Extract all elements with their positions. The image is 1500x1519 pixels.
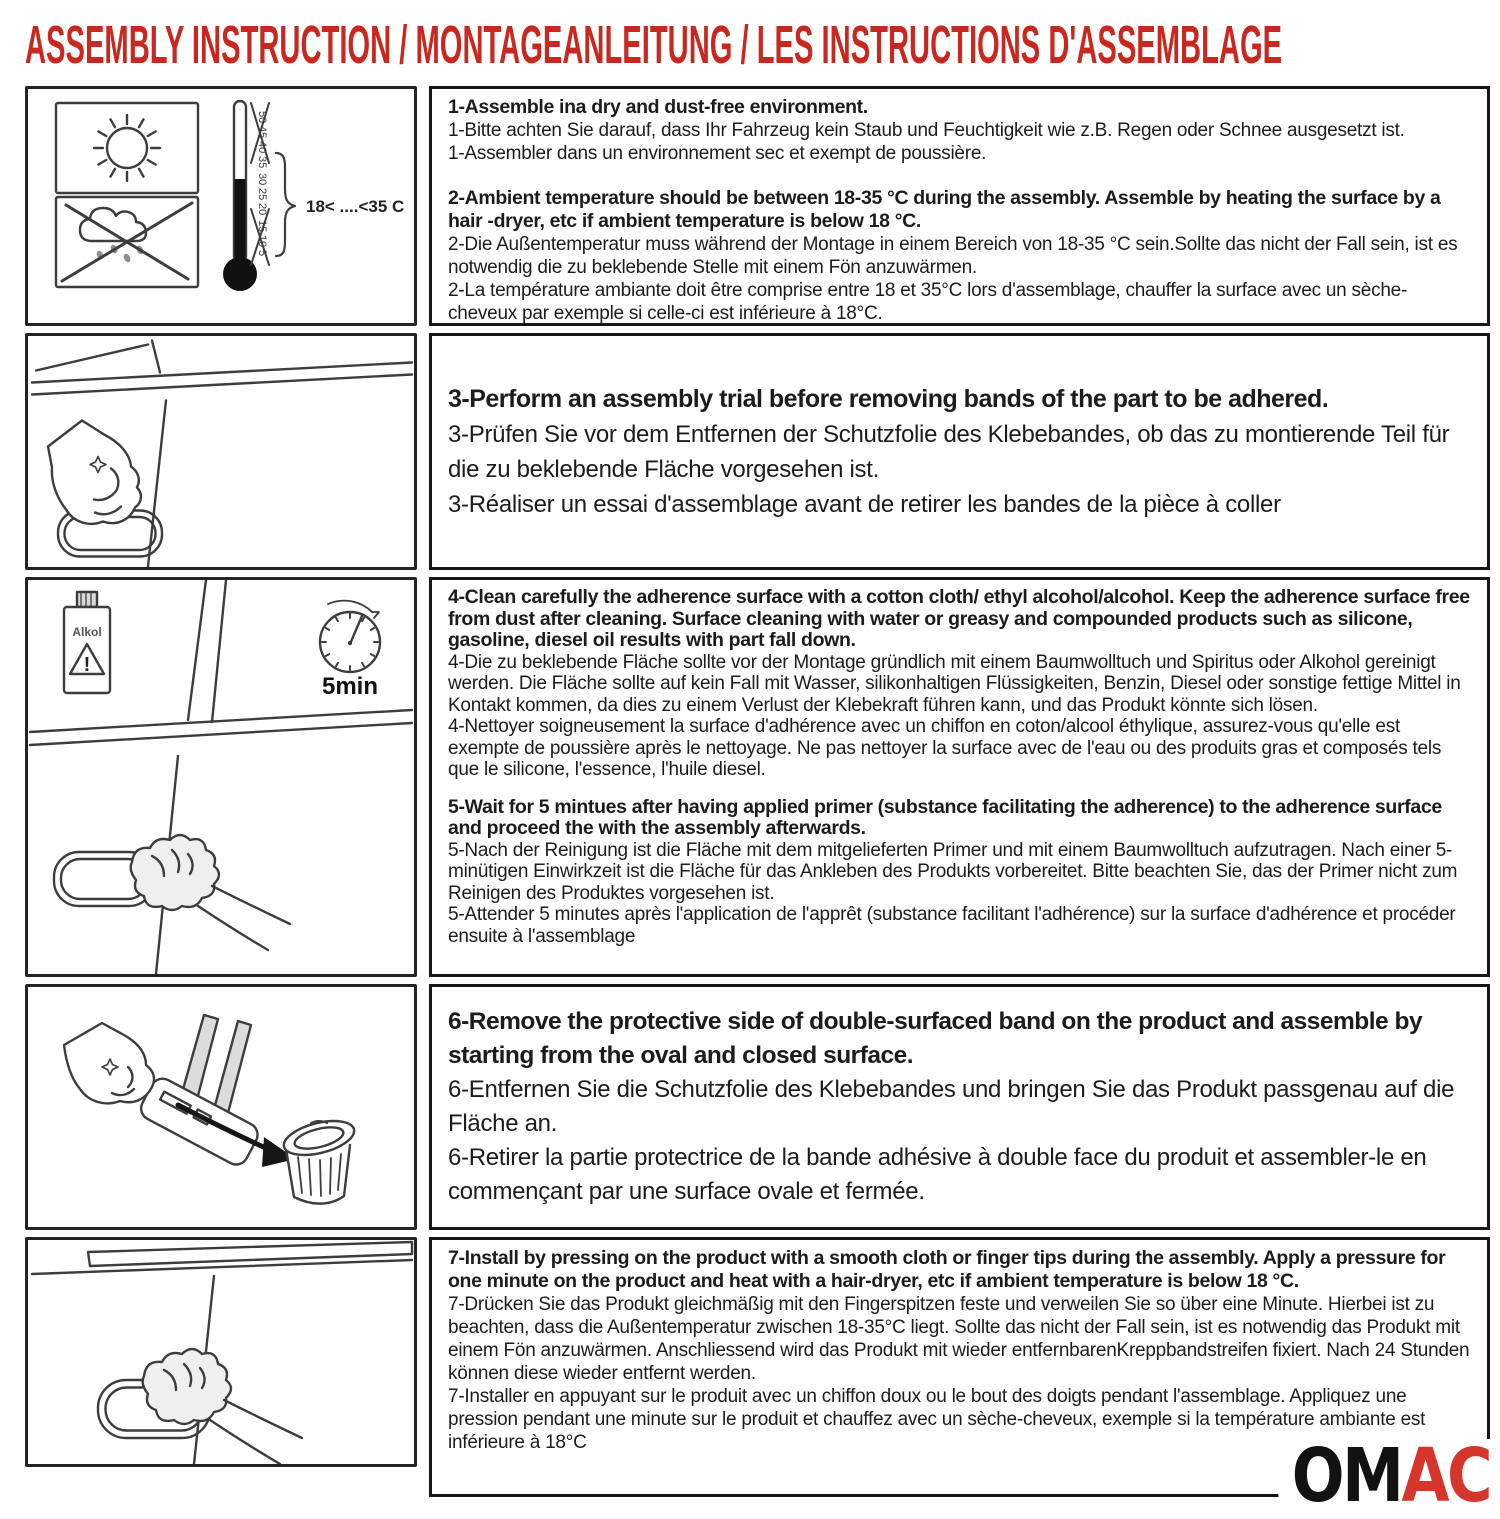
range-brace — [276, 153, 295, 256]
illustration-environment — [25, 86, 417, 326]
panel-5-text — [429, 1237, 1490, 1519]
svg-text:!: ! — [83, 654, 91, 676]
step-7-en: 7-Install by pressing on the product with a smooth cloth or finger tips during the assembly. Apply a pressure for one minute on the product and heat with a hair-dryer, etc if ambient temperature is below 18 °C. — [448, 1247, 1446, 1292]
cleaning-drawing — [28, 580, 414, 974]
hand-icon — [48, 421, 141, 524]
step-3-fr: 3-Réaliser un essai d'assemblage avant de retirer les bandes de la pièce à coller — [448, 490, 1281, 518]
clock-label: 5min — [321, 673, 379, 700]
svg-text:20: 20 — [256, 203, 268, 216]
illustration-peel-band — [25, 984, 417, 1230]
illustration-trial — [25, 333, 417, 570]
omac-logo-red: AC — [1401, 1433, 1490, 1519]
step-2-en: 2-Ambient temperature should be between 18-35 °C during the assembly. Assemble by heating the surface by a hair -dryer, etc if ambient temperature is below 18 °C. — [448, 187, 1441, 232]
hand-with-cloth-icon — [143, 1349, 302, 1464]
car-door-lines — [32, 1242, 412, 1464]
illustration-cleaning — [25, 577, 417, 977]
page-title: ASSEMBLY INSTRUCTION / MONTAGEANLEITUNG / LES INSTRUCTIONS D'ASSEMBLAGE — [25, 15, 1283, 75]
omac-logo — [1278, 1433, 1490, 1519]
step-6-en: 6-Remove the protective side of double-surfaced band on the product and assemble by starting from the oval and closed surface. — [448, 1008, 1423, 1069]
illustration-press — [25, 1237, 417, 1467]
instruction-panel-5 — [25, 1237, 1490, 1519]
instruction-panel-3 — [25, 577, 1490, 977]
step-1-en: 1-Assemble ina dry and dust-free environment. — [448, 96, 868, 118]
step-5-fr: 5-Attender 5 minutes après l'application de l'apprêt (substance facilitant l'adhérence) sur la surface d'adhérence et procéder ensuite à l'assemblage — [448, 904, 1456, 947]
hand-holding-trim-drawing — [28, 336, 414, 567]
panel-4-text — [429, 984, 1490, 1230]
peel-band-drawing — [28, 987, 414, 1227]
panel-2-text — [429, 333, 1490, 570]
panel-3-text — [429, 577, 1490, 977]
environment-temperature-drawing — [28, 89, 414, 323]
svg-text:10: 10 — [256, 235, 268, 248]
instruction-panel-4 — [25, 984, 1490, 1230]
bottle-label: Alkol — [72, 625, 102, 639]
omac-logo-black: OM — [1291, 1433, 1402, 1519]
trash-can-icon — [280, 1115, 357, 1204]
svg-text:35: 35 — [256, 156, 268, 169]
step-4-de: 4-Die zu beklebende Fläche sollte vor der Montage gründlich mit einem Baumwolltuch und Spiritus oder Alkohol gereinigt werden. Die Fläche sollte auf kein Fall mit Wasser, silikonhaltigen Flüssigkeiten, Benzin, Diesel oder sonstige fettige Mittel in Kontakt kommen, da dies zu einem Verlust der Klebekraft führen kann, und das Produkt könnte sich lösen. — [448, 651, 1461, 716]
step-6-de: 6-Entfernen Sie die Schutzfolie des Klebebandes und bringen Sie das Produkt passgenau auf die Fläche an. — [448, 1076, 1455, 1137]
step-7-de: 7-Drücken Sie das Produkt gleichmäßig mit den Fingerspitzen feste und verweilen Sie so über eine Minute. Hierbei ist zu beachten, dass die Außentemperatur zwischen 18-35°C liegt. Sollte das nicht der Fall sein, ist es notwendig das Produkt mit einem Fön anzuwärmen. Anschliessend wird das Produkt mit wieder entfernbarenKreppbandstreifen fixiert. Nach 24 Stunden können diese wieder entfernt werden. — [448, 1294, 1470, 1384]
step-3-en: 3-Perform an assembly trial before removing bands of the part to be adhered. — [448, 384, 1329, 413]
step-4-fr: 4-Nettoyer soigneusement la surface d'adhérence avec un chiffon en coton/alcool éthylique, assurez-vous qu'elle est exempte de poussière après le nettoyage. Ne pas nettoyer la surface avec de l'eau ou des produits gras et composés tels que le silicone, l'essence, l'huile diesel. — [448, 716, 1442, 780]
svg-text:5: 5 — [256, 250, 268, 257]
svg-text:30: 30 — [256, 173, 268, 186]
temp-range-label: 18< ....<35 C — [306, 197, 405, 216]
svg-text:25: 25 — [256, 188, 268, 201]
step-1-de: 1-Bitte achten Sie darauf, dass Ihr Fahrzeug kein Staub und Feuchtigkeit wie z.B. Regen oder Schnee ausgesetzt ist. — [448, 120, 1405, 141]
step-4-en: 4-Clean carefully the adherence surface with a cotton cloth/ ethyl alcohol/alcohol. Keep the adherence surface free from dust after cleaning. Surface cleaning with water or greasy and compounded products such as silicone, gasoline, diesel oil results with part fall down. — [448, 586, 1470, 651]
svg-text:40: 40 — [256, 141, 268, 154]
sun-icon — [94, 115, 160, 181]
step-6-fr: 6-Retirer la partie protectrice de la bande adhésive à double face du produit et assembler-le en commençant par une surface ovale et fermée. — [448, 1144, 1427, 1205]
step-1-fr: 1-Assembler dans un environnement sec et exempt de poussière. — [448, 143, 987, 164]
step-2-de: 2-Die Außentemperatur muss während der Montage in einem Bereich von 18-35 °C sein.Sollte das nicht der Fall sein, ist es notwendig die zu beklebende Stelle mit einem Fön anzuwärmen. — [448, 234, 1458, 278]
no-rain-icon — [62, 203, 192, 281]
hand-with-cloth-icon — [131, 835, 290, 950]
svg-text:45: 45 — [256, 126, 268, 139]
step-5-de: 5-Nach der Reinigung ist die Fläche mit dem mitgelieferten Primer und mit einem Baumwolltuch aufzutragen. Nach einer 5-minütigen Einwirkzeit ist die Fläche für das Ankleben des Produkts vorbereitet. Bitte beachten Sie, das der Primer nicht zum Reinigen des Produktes vorgesehen ist. — [448, 839, 1458, 904]
pressing-hand-drawing — [28, 1240, 414, 1464]
svg-text:15: 15 — [256, 220, 268, 233]
svg-text:50: 50 — [256, 111, 268, 124]
step-3-de: 3-Prüfen Sie vor dem Entfernen der Schutzfolie des Klebebandes, ob das zu montierende Teil für die zu beklebende Fläche vorgesehen ist. — [448, 420, 1450, 483]
step-7-fr: 7-Installer en appuyant sur le produit avec un chiffon doux ou le bout des doigts pendant l'assemblage. Appliquez une pression pendant une minute sur le produit et chauffez avec un sèche-cheveux, exemple si la température ambiante est inférieure à 18°C — [448, 1386, 1426, 1453]
panel-1-text — [429, 86, 1490, 326]
hand-icon — [64, 1023, 154, 1103]
alcohol-bottle-icon — [64, 592, 110, 693]
instruction-panel-2 — [25, 333, 1490, 570]
instruction-panel-1 — [25, 86, 1490, 326]
step-2-fr: 2-La température ambiante doit être comprise entre 18 et 35°C lors d'assemblage, chauffer la surface avec un sèche-cheveux par exemple si celle-ci est inférieure à 18°C. — [448, 280, 1408, 324]
step-5-en: 5-Wait for 5 mintues after having applied primer (substance facilitating the adherence) to the adherence surface and proceed the with the assembly afterwards. — [448, 795, 1442, 839]
clock-icon — [320, 601, 380, 672]
thermometer-scale — [256, 111, 268, 256]
